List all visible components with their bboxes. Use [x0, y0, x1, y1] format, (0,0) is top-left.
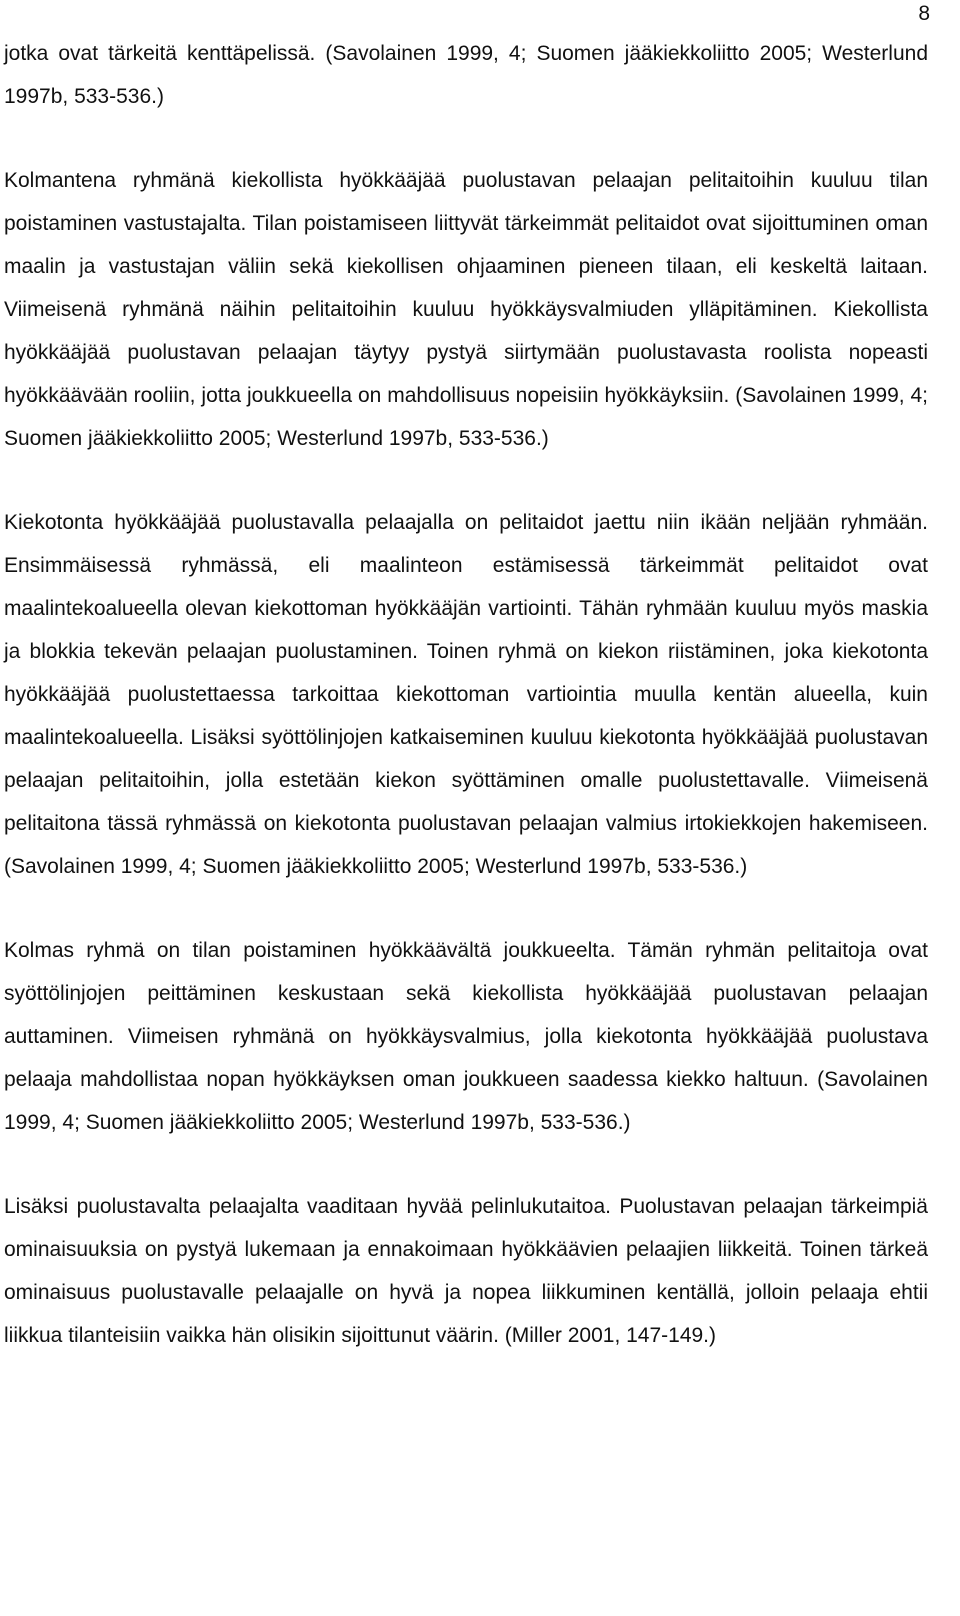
document-body — [4, 32, 928, 1357]
paragraph-4: Kolmas ryhmä on tilan poistaminen hyökkäävältä joukkueelta. Tämän ryhmän pelitaitoja ovat syöttölinjojen peittäminen keskustaan sekä kiekollista hyökkääjää puolustavan pelaajan auttaminen. Viimeisen ryhmänä on hyökkäysvalmius, jolla kiekotonta hyökkääjää puolustava pelaaja mahdollistaa nopan hyökkäyksen oman joukkueen saadessa kiekko haltuun. (Savolainen 1999, 4; Suomen jääkiekkoliitto 2005; Westerlund 1997b, 533-536.) — [4, 939, 928, 1134]
paragraph-2: Kolmantena ryhmänä kiekollista hyökkääjää puolustavan pelaajan pelitaitoihin kuuluu tilan poistaminen vastustajalta. Tilan poistamiseen liittyvät tärkeimmät pelitaidot ovat sijoittuminen oman maalin ja vastustajan väliin sekä kiekollisen ohjaaminen pieneen tilaan, eli keskeltä laitaan. Viimeisenä ryhmänä näihin pelitaitoihin kuuluu hyökkäysvalmiuden ylläpitäminen. Kiekollista hyökkääjää puolustavan pelaajan täytyy pystyä siirtymään puolustavasta roolista nopeasti hyökkäävään rooliin, jotta joukkueella on mahdollisuus nopeisiin hyökkäyksiin. (Savolainen 1999, 4; Suomen jääkiekkoliitto 2005; Westerlund 1997b, 533-536.) — [4, 169, 928, 450]
paragraph-3: Kiekotonta hyökkääjää puolustavalla pelaajalla on pelitaidot jaettu niin ikään neljään ryhmään. Ensimmäisessä ryhmässä, eli maalinteon estämisessä tärkeimmät pelitaidot ovat maalintekoalueella olevan kiekottoman hyökkääjän vartiointi. Tähän ryhmään kuuluu myös maskia ja blokkia tekevän pelaajan puolustaminen. Toinen ryhmä on kiekon riistäminen, joka kiekotonta hyökkääjää puolustettaessa tarkoittaa kiekottoman vartiointia muulla kentän alueella, kuin maalintekoalueella. Lisäksi syöttölinjojen katkaiseminen kuuluu kiekotonta hyökkääjää puolustavan pelaajan pelitaitoihin, jolla estetään kiekon syöttäminen omalle puolustettavalle. Viimeisenä pelitaitona tässä ryhmässä on kiekotonta puolustavan pelaajan valmius irtokiekkojen hakemiseen. (Savolainen 1999, 4; Suomen jääkiekkoliitto 2005; Westerlund 1997b, 533-536.) — [4, 511, 928, 878]
paragraph-1: jotka ovat tärkeitä kenttäpelissä. (Savolainen 1999, 4; Suomen jääkiekkoliitto 2005; Westerlund 1997b, 533-536.) — [4, 42, 928, 108]
page-number: 8 — [918, 2, 930, 25]
paragraph-5: Lisäksi puolustavalta pelaajalta vaaditaan hyvää pelinlukutaitoa. Puolustavan pelaajan tärkeimpiä ominaisuuksia on pystyä lukemaan ja ennakoimaan hyökkäävien pelaajien liikkeitä. Toinen tärkeä ominaisuus puolustavalle pelaajalle on hyvä ja nopea liikkuminen kentällä, jolloin pelaaja ehtii liikkua tilanteisiin vaikka hän olisikin sijoittunut väärin. (Miller 2001, 147-149.) — [4, 1195, 928, 1347]
